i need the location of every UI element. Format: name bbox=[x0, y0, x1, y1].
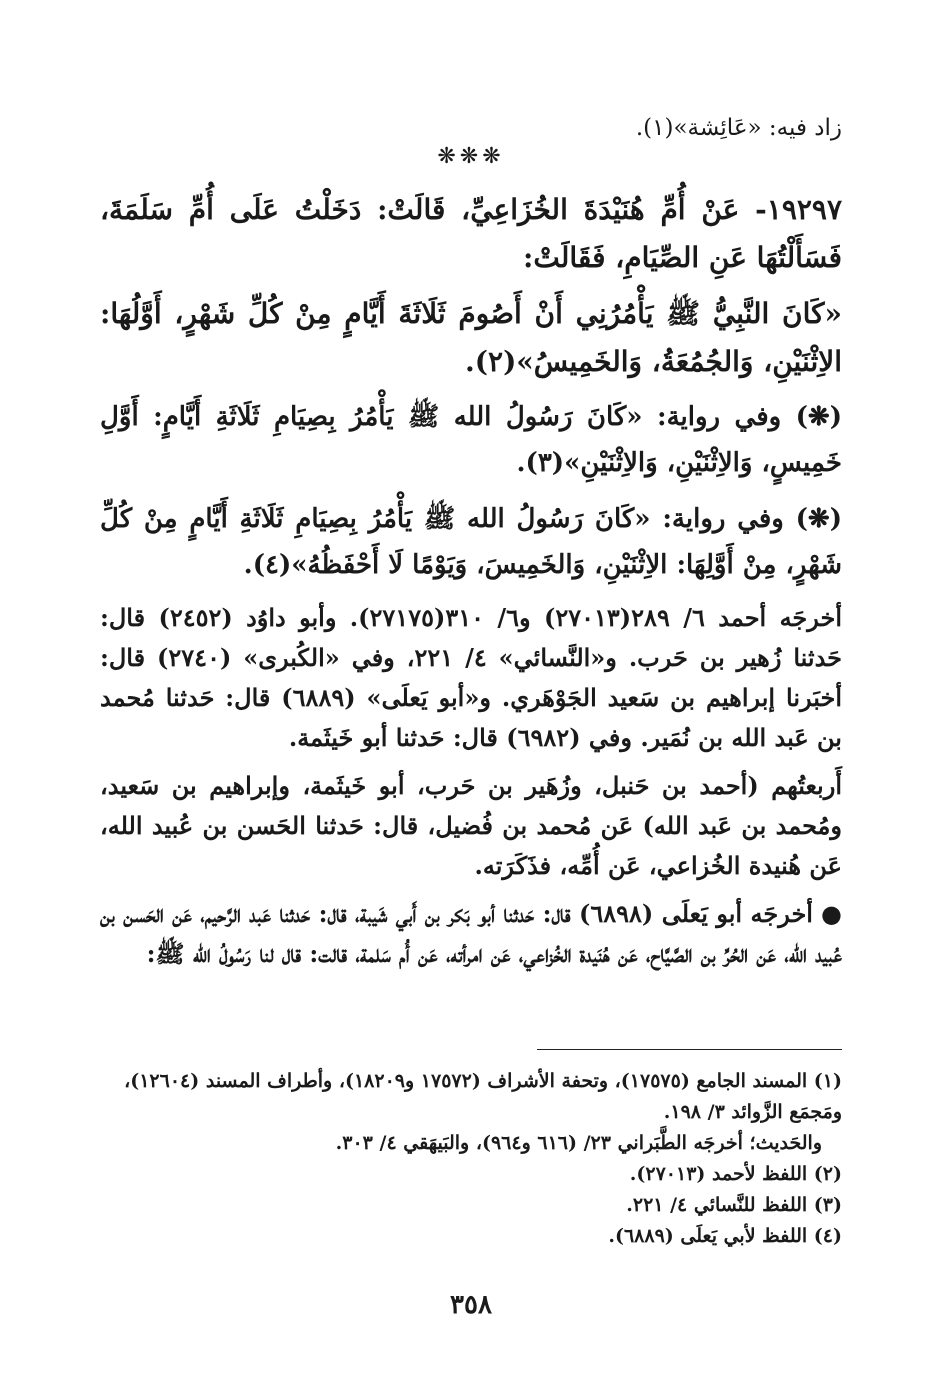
narration-variant-2: (❋) وفي رواية: «كَانَ رَسُولُ الله ﷺ يَأْمُرُ بِصِيَامِ ثَلَاثَةِ أَيَّامٍ مِنْ كُلِّ شَهْرٍ، مِنْ أَوَّلِهَا: الاِثْنَيْنِ، وَالخَمِيسَ، وَيَوْمًا لَا أَحْفَظُهُ»(٤). bbox=[100, 504, 842, 580]
footnote-1-continuation: والحَديث؛ أخرجَه الطَّبَراني ٢٣/ (٦١٦ و٩٦٤)، والبَيهَقي ٤/ ٣٠٣. bbox=[335, 1132, 822, 1154]
bullet-paragraph-text: أخرجَه أبو يَعلَى (٦٨٩٨) قال: حَدثنا أبو بَكر بن أَبي شَيبة، قال: حَدثنا عَبد الرَّحيم، عَن الحَسن بن عُبيد الله، عَن الحُرِّ بن الصَّيَّاح، عَن هُنَيدة الخُزاعي، عَن امرأته، عَن أُم سَلمة، قالت: قال لنا رَسُولُ الله ﷺ: bbox=[100, 899, 842, 968]
main-text bbox=[100, 186, 842, 982]
narration-variant-1: (❋) وفي رواية: «كَانَ رَسُولُ الله ﷺ يَأْمُرُ بِصِيَامِ ثَلَاثَةِ أَيَّامٍ: أَوَّلِ خَمِيسٍ، وَالاِثْنَيْنِ، وَالاِثْنَيْنِ»(٣). bbox=[100, 402, 842, 478]
footnote-1: (١) المسند الجامع (١٧٥٧٥)، وتحفة الأشراف (١٧٥٧٢ و١٨٢٠٩)، وأطراف المسند (١٢٦٠٤)، ومَجمَع الزَّوائد ٣/ ١٩٨. bbox=[124, 1070, 842, 1123]
intro-line: زاد فيه: «عَائِشة»(١). bbox=[635, 115, 842, 141]
document-page bbox=[100, 0, 842, 1381]
footnote-3: (٣) اللفظ للنَّسائي ٤/ ٢٢١. bbox=[626, 1194, 842, 1216]
bullet-icon: ● bbox=[820, 899, 843, 928]
section-separator-stars: ❋❋❋ bbox=[437, 144, 505, 169]
source-bullet-paragraph bbox=[100, 894, 842, 974]
footnote-2: (٢) اللفظ لأحمد (٢٧٠١٣). bbox=[629, 1163, 842, 1185]
footnote-divider bbox=[537, 1049, 842, 1050]
footnotes bbox=[100, 1066, 842, 1252]
hadith-text-paragraph: «كَانَ النَّبِيُّ ﷺ يَأْمُرُنِي أَنْ أَصُومَ ثَلَاثَةَ أَيَّامٍ مِنْ كُلِّ شَهْرٍ، أَوَّلُهَا: الاِثْنَيْنِ، وَالجُمُعَةُ، وَالخَمِيسُ»(٢). bbox=[100, 297, 842, 378]
source-paragraph-2: أَربعتُهم (أحمد بن حَنبل، وزُهَير بن حَرب، أبو خَيثَمة، وإبراهيم بن سَعيد، ومُحمد بن عَبد الله) عَن مُحمد بن فُضيل، قال: حَدثنا الحَسن بن عُبيد الله، عَن هُنيدة الخُزاعي، عَن أُمِّه، فذَكَرَته. bbox=[100, 771, 843, 880]
page-number: ٣٥٨ bbox=[450, 1290, 492, 1320]
source-paragraph-1: أخرجَه أحمد ٦/ ٢٨٩(٢٧٠١٣) و٦/ ٣١٠(٢٧١٧٥). وأبو داوُد (٢٤٥٢) قال: حَدثنا زُهير بن حَرب. و«النَّسائي» ٤/ ٢٢١، وفي «الكُبرى» (٢٧٤٠) قال: أخبَرنا إبراهيم بن سَعيد الجَوْهَري. و«أبو يَعلَى» (٦٨٨٩) قال: حَدثنا مُحمد بن عَبد الله بن نُمَير. وفي (٦٩٨٢) قال: حَدثنا أبو خَيثَمة. bbox=[100, 603, 843, 752]
hadith-heading-paragraph: ١٩٢٩٧- عَنْ أُمِّ هُنَيْدَةَ الخُزَاعِيِّ، قَالَتْ: دَخَلْتُ عَلَى أُمِّ سَلَمَةَ، فَسَأَلْتُهَا عَنِ الصِّيَامِ، فَقَالَتْ: bbox=[100, 193, 842, 274]
footnote-4: (٤) اللفظ لأبي يَعلَى (٦٨٨٩). bbox=[608, 1225, 842, 1247]
